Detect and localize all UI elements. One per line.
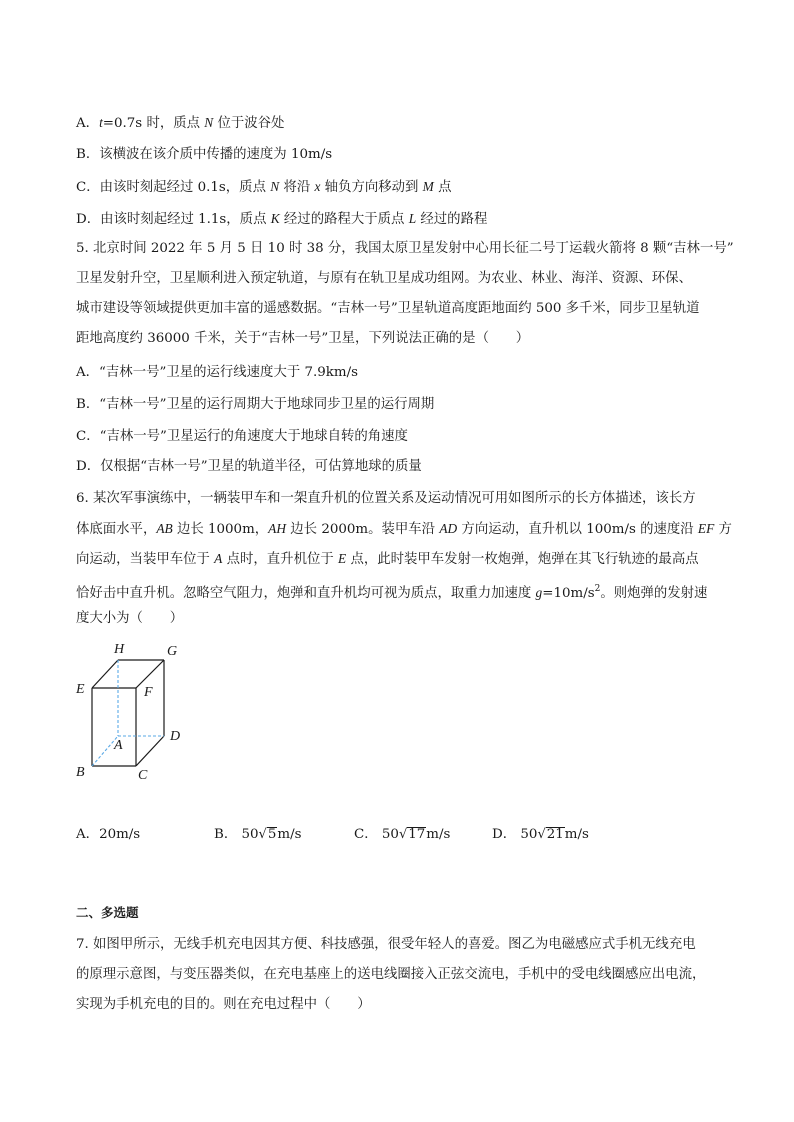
var-k: K xyxy=(270,211,280,226)
option-text: C．由该时刻起经过 0.1s，质点 xyxy=(76,180,271,195)
option-text: 经过的路程 xyxy=(416,212,488,227)
text: 边长 2000m。装甲车沿 xyxy=(286,522,440,537)
q5-stem-line: 5. 北京时间 2022 年 5 月 5 日 10 时 38 分，我国太原卫星发射中心用长征二号丁运载火箭将 8 颗“吉林一号” xyxy=(76,241,734,256)
coefficient: 50 xyxy=(381,827,399,842)
cuboid-figure xyxy=(70,636,190,786)
var-ef: EF xyxy=(697,521,715,536)
option-text: 位于波谷处 xyxy=(213,116,285,131)
option-text: =0.7s 时，质点 xyxy=(102,116,205,131)
var-x: x xyxy=(314,179,321,194)
sqrt-icon: √ xyxy=(537,827,546,842)
radicand: 21 xyxy=(546,827,564,842)
cuboid-diagram xyxy=(70,636,190,786)
q5-option-d: D．仅根据“吉林一号”卫星的轨道半径，可估算地球的质量 xyxy=(76,459,422,474)
q5-stem-line: 距地高度约 36000 千米，关于“吉林一号”卫星，下列说法正确的是（ ） xyxy=(76,331,530,346)
q6-stem-line: 6. 某次军事演练中，一辆装甲车和一架直升机的位置关系及运动情况可用如图所示的长方体描述，该长方 xyxy=(76,491,696,506)
unit: m/s xyxy=(277,827,302,842)
var-e: E xyxy=(338,551,347,566)
label-f: F xyxy=(144,685,153,700)
sqrt-icon: √ xyxy=(258,827,267,842)
text: 点时，直升机位于 xyxy=(222,552,338,567)
sqrt-icon: √ xyxy=(398,827,408,842)
choice-label: B． xyxy=(214,827,238,842)
option-text: 轴负方向移动到 xyxy=(320,180,423,195)
radicand: 17 xyxy=(408,827,426,842)
q5-stem-line: 卫星发射升空，卫星顺利进入预定轨道，与原有在轨卫星成功组网。为农业、林业、海洋、资源、环保、 xyxy=(76,271,692,286)
q6-choice-c xyxy=(354,826,450,844)
choice-label: A． xyxy=(76,827,100,842)
q7-stem-line: 实现为手机充电的目的。则在充电过程中（ ） xyxy=(76,997,371,1012)
unit: m/s xyxy=(564,827,589,842)
option-text: 经过的路程大于质点 xyxy=(279,212,409,227)
var-n: N xyxy=(270,179,280,194)
var-l: L xyxy=(408,211,417,226)
edge-eh xyxy=(92,660,118,688)
q6-stem-line xyxy=(76,550,699,569)
q7-stem-line: 7. 如图甲所示，无线手机充电因其方便、科技感强，很受年轻人的喜爱。图乙为电磁感应式手机无线充电 xyxy=(76,937,696,952)
var-g: g xyxy=(535,585,543,600)
q5-option-a: A．“吉林一号”卫星的运行线速度大于 7.9km/s xyxy=(76,365,358,380)
label-d: D xyxy=(170,729,181,744)
q5-option-c: C．“吉林一号”卫星运行的角速度大于地球自转的角速度 xyxy=(76,429,408,444)
var-a: A xyxy=(214,551,223,566)
option-text: 点 xyxy=(433,180,452,195)
var-t: t xyxy=(99,115,103,130)
label-a: A xyxy=(114,738,123,753)
label-g: G xyxy=(167,644,178,659)
q4-option-c xyxy=(76,178,451,197)
label-c: C xyxy=(138,768,148,783)
text: 体底面水平， xyxy=(76,522,157,537)
edge-fg xyxy=(136,660,164,688)
q4-option-b: B．该横波在该介质中传播的速度为 10m/s xyxy=(76,147,333,162)
label-h: H xyxy=(114,642,125,657)
q6-stem-line: 度大小为（ ） xyxy=(76,611,184,626)
q4-option-d xyxy=(76,210,487,229)
option-text: D．由该时刻起经过 1.1s，质点 xyxy=(76,212,271,227)
text: =10m/s xyxy=(542,586,595,601)
text: 向运动，当装甲车位于 xyxy=(76,552,215,567)
q4-option-a xyxy=(76,114,284,133)
var-n: N xyxy=(204,115,214,130)
coefficient: 50 xyxy=(241,827,259,842)
q5-option-b: B．“吉林一号”卫星的运行周期大于地球同步卫星的运行周期 xyxy=(76,397,435,412)
q7-stem-line: 的原理示意图，与变压器类似，在充电基座上的送电线圈接入正弦交流电，手机中的受电线圈感应出电流， xyxy=(76,967,706,982)
option-label: A． xyxy=(76,116,100,131)
q6-choice-a xyxy=(76,826,140,844)
label-e: E xyxy=(76,682,85,697)
choice-label: D． xyxy=(492,827,517,842)
q6-choice-b xyxy=(214,826,301,844)
text: 方向运动，直升机以 100m/s 的速度沿 xyxy=(457,522,698,537)
label-b: B xyxy=(76,765,85,780)
coefficient: 50 xyxy=(520,827,538,842)
superscript: 2 xyxy=(594,584,601,594)
edge-cd xyxy=(136,736,164,766)
q6-choice-d xyxy=(492,826,589,844)
unit: m/s xyxy=(426,827,451,842)
text: 恰好击中直升机。忽略空气阻力，炮弹和直升机均可视为质点，取重力加速度 xyxy=(76,586,536,601)
choice-label: C． xyxy=(354,827,378,842)
option-text: 将沿 xyxy=(279,180,315,195)
radicand: 5 xyxy=(267,827,277,842)
text: 点，此时装甲车发射一枚炮弹，炮弹在其飞行轨迹的最高点 xyxy=(346,552,699,567)
q6-stem-line xyxy=(76,520,732,539)
q6-stem-line xyxy=(76,580,707,603)
var-m: M xyxy=(422,179,434,194)
var-ab: AB xyxy=(156,521,173,536)
section-heading: 二、多选题 xyxy=(76,905,139,920)
q5-stem-line: 城市建设等领域提供更加丰富的遥感数据。“吉林一号”卫星轨道高度距地面约 500 多千米，同步卫星轨道 xyxy=(76,301,700,316)
text: 。则炮弹的发射速 xyxy=(600,586,708,601)
choice-value: 20m/s xyxy=(99,827,141,842)
text: 边长 1000m， xyxy=(172,522,269,537)
var-ad: AD xyxy=(439,521,458,536)
text: 方 xyxy=(714,522,732,537)
var-ah: AH xyxy=(268,521,287,536)
